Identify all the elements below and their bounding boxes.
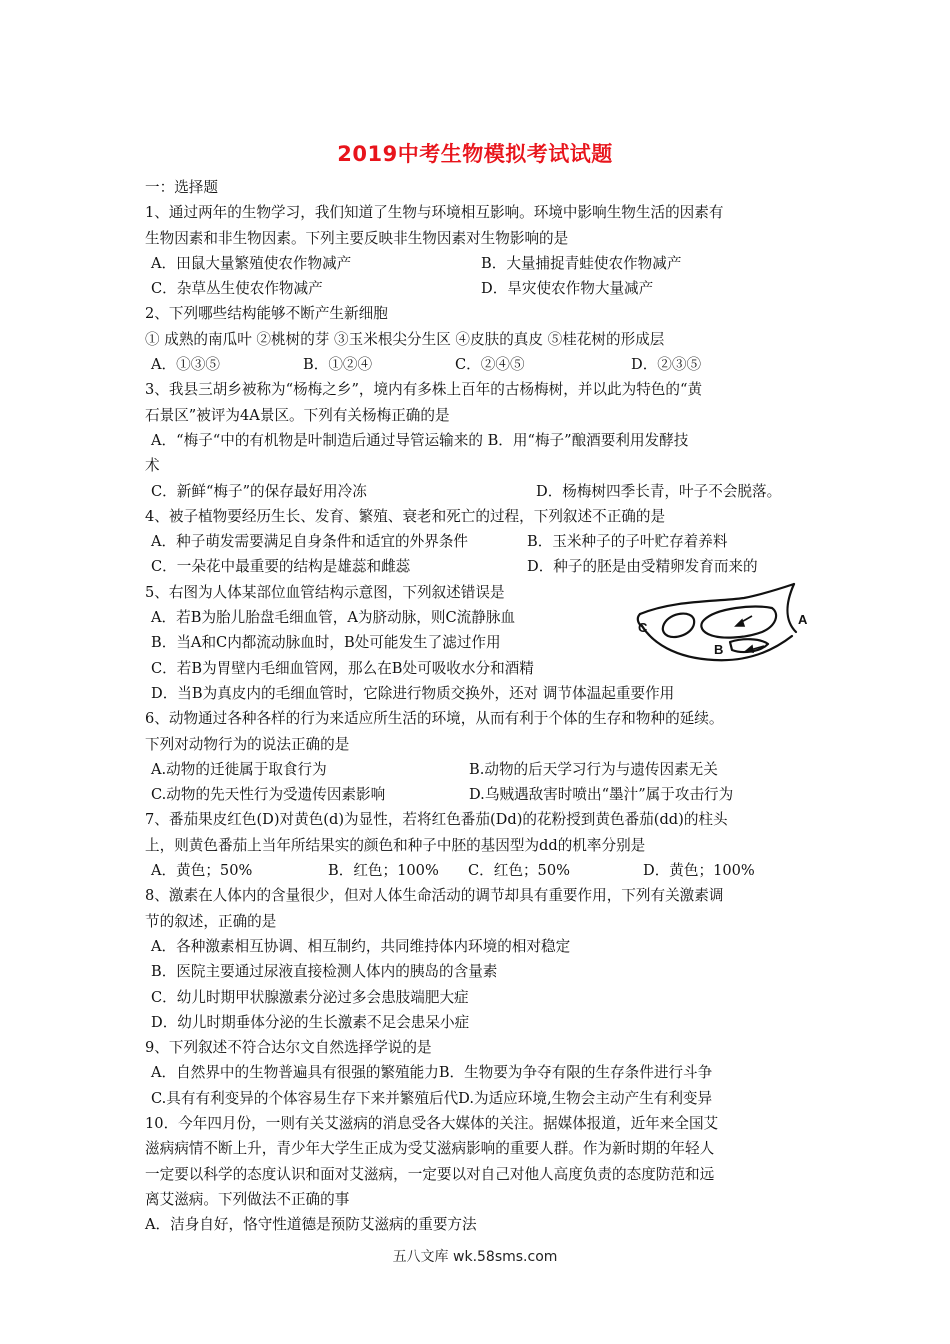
q5-option-b: B．当A和C内都流动脉血时，B处可能发生了滤过作用 — [151, 634, 501, 652]
q2-items: ① 成熟的南瓜叶 ②桃树的芽 ③玉米根尖分生区 ④皮肤的真皮 ⑤桂花树的形成层 — [145, 330, 665, 348]
q1-option-a: A．田鼠大量繁殖使农作物减产 — [151, 254, 352, 272]
blood-vessel-diagram — [634, 580, 814, 670]
q7-option-d: D．黄色；100% — [643, 862, 755, 880]
q9-options-ab: A．自然界中的生物普遍具有很强的繁殖能力B．生物要为争夺有限的生存条件进行斗争 — [151, 1064, 713, 1082]
q2-option-a: A．①③⑤ — [151, 356, 220, 374]
q2-option-b: B．①②④ — [303, 356, 373, 374]
q2-stem: 2、下列哪些结构能够不断产生新细胞 — [145, 305, 388, 323]
q8-option-c: C．幼儿时期甲状腺激素分泌过多会患肢端肥大症 — [151, 988, 469, 1006]
q7-option-c: C．红色；50% — [468, 862, 570, 880]
q6-options-ab — [145, 757, 820, 782]
q8-stem-line1: 8、激素在人体内的含量很少，但对人体生命活动的调节却具有重要作用，下列有关激素调 — [145, 887, 724, 905]
q6-option-d: D.乌贼遇敌害时喷出“墨汁”属于攻击行为 — [469, 786, 734, 804]
q1-stem-line1: 1、通过两年的生物学习，我们知道了生物与环境相互影响。环境中影响生物生活的因素有 — [145, 204, 724, 222]
q1-options-cd — [145, 276, 820, 301]
q6-option-a: A.动物的迁徙属于取食行为 — [151, 760, 327, 778]
q5-option-d: D．当B为真皮内的毛细血管时，它除进行物质交换外，还对 调节体温起重要作用 — [151, 684, 675, 702]
question-body — [145, 175, 820, 1237]
q10-stem-line2: 滋病病情不断上升，青少年大学生正成为受艾滋病影响的重要人群。作为新时期的年轻人 — [145, 1140, 715, 1158]
q4-option-d: D．种子的胚是由受精卵发育而来的 — [527, 558, 758, 576]
q3-option-c: C．新鲜“梅子”的保存最好用冷冻 — [151, 482, 367, 500]
q2-options — [145, 352, 820, 377]
q8-option-d: D．幼儿时期垂体分泌的生长激素不足会患呆小症 — [151, 1013, 470, 1031]
diagram-label-b: B — [714, 642, 724, 657]
q7-stem-line1: 7、番茄果皮红色(D)对黄色(d)为显性，若将红色番茄(Dd)的花粉授到黄色番茄(dd)的柱头 — [145, 811, 728, 829]
q1-option-c: C．杂草丛生使农作物减产 — [151, 280, 323, 298]
q3-stem-line2: 石景区”被评为4A景区。下列有关杨梅正确的是 — [145, 406, 450, 424]
q1-option-b: B．大量捕捉青蛙使农作物减产 — [481, 254, 682, 272]
q7-stem-line2: 上，则黄色番茄上当年所结果实的颜色和种子中胚的基因型为dd的机率分别是 — [145, 836, 646, 854]
q3-options-ab-line2: 术 — [145, 457, 160, 475]
q7-option-b: B．红色；100% — [328, 862, 439, 880]
q5-option-a: A．若B为胎儿胎盘毛细血管，A为脐动脉，则C流静脉血 — [151, 609, 516, 627]
q5-option-c: C．若B为胃壁内毛细血管网，那么在B处可吸收水分和酒精 — [151, 659, 534, 677]
q6-options-cd — [145, 782, 820, 807]
q3-option-d: D．杨梅树四季长青，叶子不会脱落。 — [536, 482, 782, 500]
q7-options — [145, 858, 820, 883]
q8-stem-line2: 节的叙述，正确的是 — [145, 912, 277, 930]
q6-stem-line1: 6、动物通过各种各样的行为来适应所生活的环境，从而有利于个体的生存和物种的延续。 — [145, 710, 724, 728]
q4-options-ab — [145, 529, 820, 554]
q6-option-c: C.动物的先天性行为受遗传因素影响 — [151, 786, 386, 804]
q9-options-cd: C.具有有利变异的个体容易生存下来并繁殖后代D.为适应环境,生物会主动产生有利变异 — [151, 1089, 713, 1107]
q5-stem: 5、右图为人体某部位血管结构示意图，下列叙述错误是 — [145, 583, 505, 601]
q3-options-ab-line1: A．“梅子“中的有机物是叶制造后通过导管运输来的 B．用“梅子”酿酒要利用发酵技 — [151, 431, 689, 449]
q3-options-cd — [145, 479, 820, 504]
q8-option-a: A．各种激素相互协调、相互制约，共同维持体内环境的相对稳定 — [151, 937, 571, 955]
q6-option-b: B.动物的后天学习行为与遗传因素无关 — [469, 760, 718, 778]
vessel-island-center — [701, 607, 776, 638]
vessel-island-left — [663, 614, 694, 637]
q4-option-a: A．种子萌发需要满足自身条件和适宜的外界条件 — [151, 533, 469, 551]
q8-option-b: B．医院主要通过尿液直接检测人体内的胰岛的含量素 — [151, 963, 498, 981]
flow-arrowhead-lower — [746, 646, 753, 652]
page-footer: 五八文库 wk.58sms.com — [392, 1249, 558, 1265]
flow-arrowhead-upper — [736, 620, 744, 626]
q2-option-d: D．②③⑤ — [631, 356, 702, 374]
q2-option-c: C．②④⑤ — [455, 356, 525, 374]
section-heading: 一：选择题 — [145, 179, 218, 196]
q4-options-cd — [145, 554, 820, 579]
diagram-label-c: C — [638, 620, 648, 635]
vessel-outer-top — [640, 584, 794, 614]
q9-stem: 9、下列叙述不符合达尔文自然选择学说的是 — [145, 1039, 432, 1057]
q3-stem-line1: 3、我县三胡乡被称为“杨梅之乡”，境内有多株上百年的古杨梅树，并以此为特色的“黄 — [145, 381, 703, 399]
q10-option-a: A．洁身自好，恪守性道德是预防艾滋病的重要方法 — [145, 1216, 477, 1234]
vessel-right-branch — [788, 584, 797, 632]
diagram-label-a: A — [798, 612, 808, 627]
q10-stem-line3: 一定要以科学的态度认识和面对艾滋病，一定要以对自己对他人高度负责的态度防范和远 — [145, 1165, 715, 1183]
q10-stem-line4: 离艾滋病。下列做法不正确的事 — [145, 1190, 350, 1208]
page-title: 2019中考生物模拟考试试题 — [337, 142, 613, 166]
q7-option-a: A．黄色；50% — [151, 862, 253, 880]
q1-option-d: D．旱灾使农作物大量减产 — [481, 280, 654, 298]
q1-options-ab — [145, 251, 820, 276]
q1-stem-line2: 生物因素和非生物因素。下列主要反映非生物因素对生物影响的是 — [145, 229, 569, 247]
q4-option-c: C．一朵花中最重要的结构是雄蕊和雌蕊 — [151, 558, 411, 576]
q10-stem-line1: 10．今年四月份，一则有关艾滋病的消息受各大媒体的关注。据媒体报道，近年来全国艾 — [145, 1114, 719, 1132]
q4-stem: 4、被子植物要经历生长、发育、繁殖、衰老和死亡的过程，下列叙述不正确的是 — [145, 507, 666, 525]
q4-option-b: B．玉米种子的子叶贮存着养料 — [527, 533, 728, 551]
q6-stem-line2: 下列对动物行为的说法正确的是 — [145, 735, 350, 753]
